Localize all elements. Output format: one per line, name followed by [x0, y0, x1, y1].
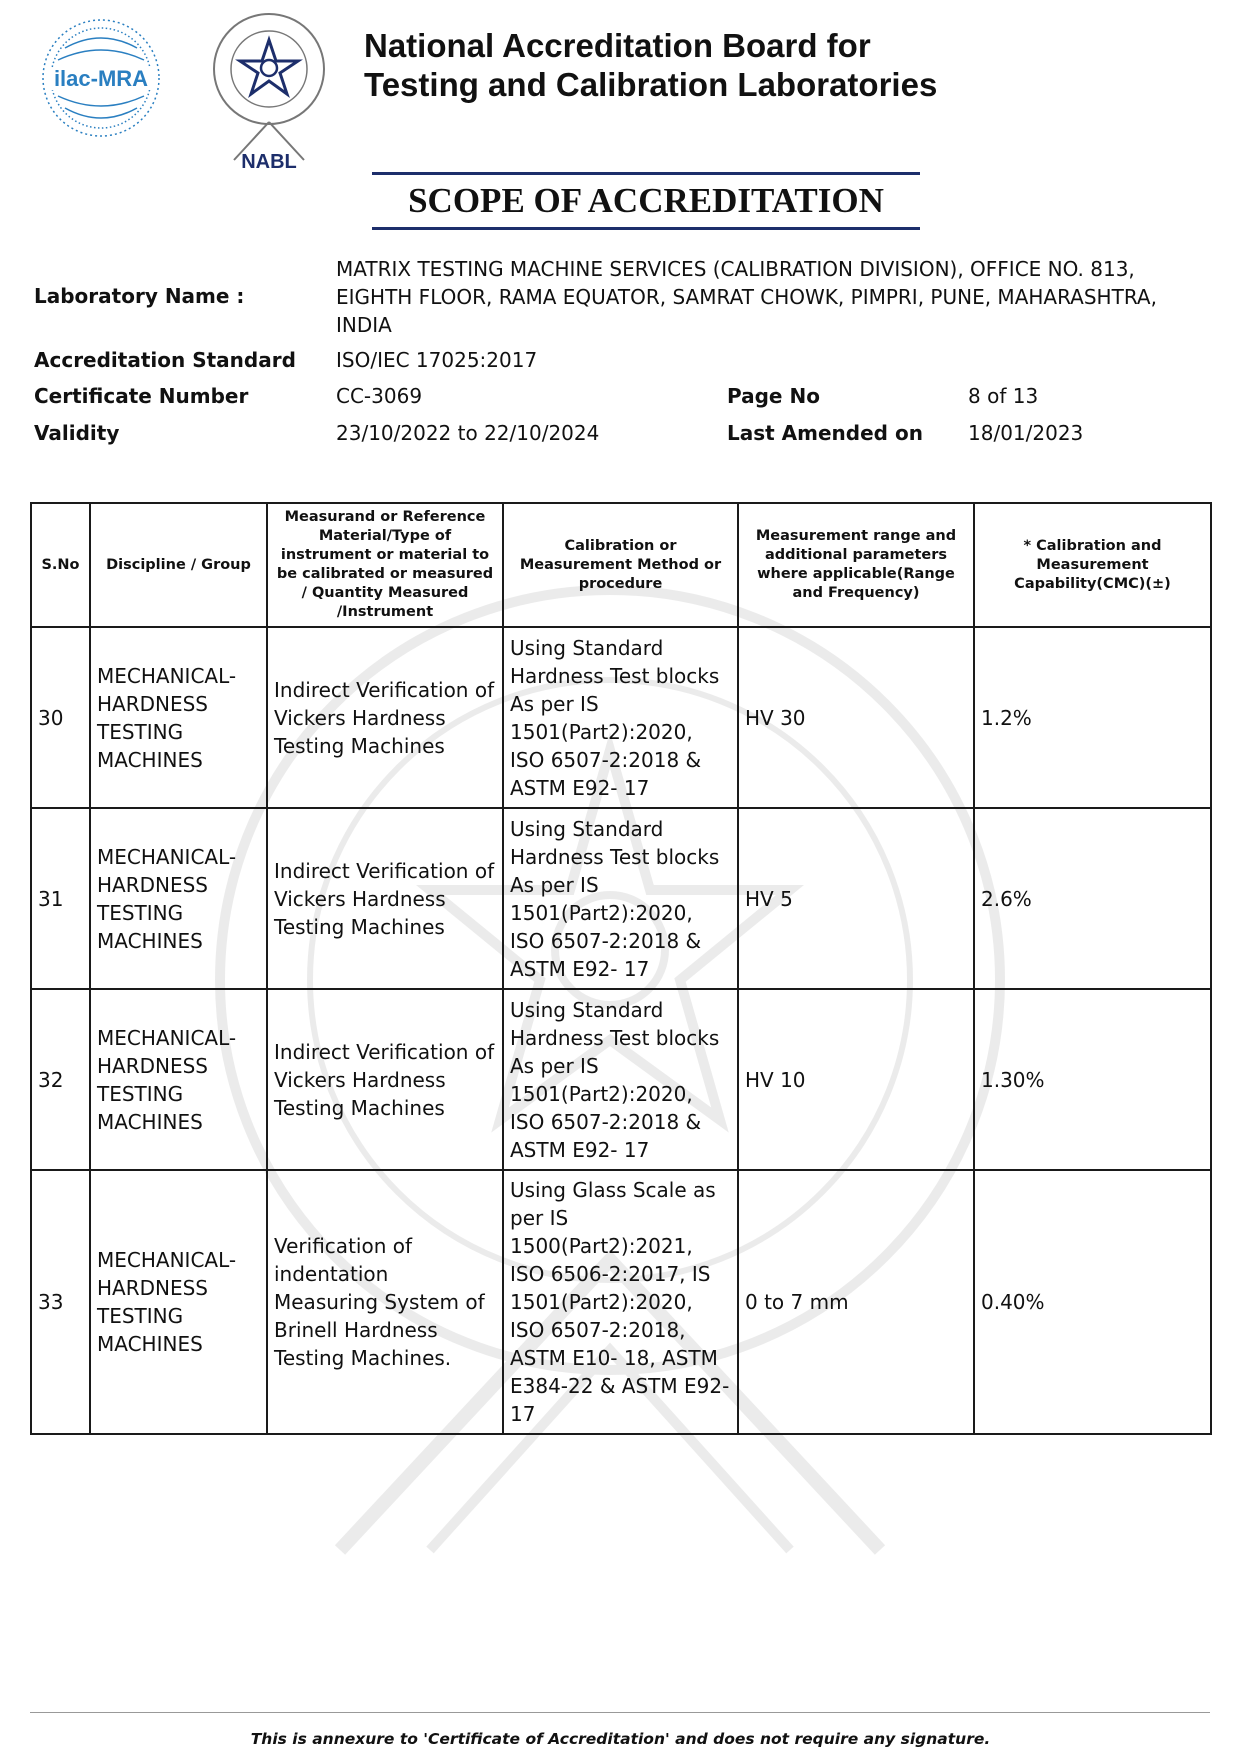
organization-name [364, 26, 937, 104]
scope-table [30, 502, 1212, 1435]
header-sno: S.No [31, 503, 90, 627]
footer-divider [30, 1712, 1210, 1713]
cell-cmc: 2.6% [974, 808, 1211, 989]
cell-measurand: Verification of indentation Measuring System of Brinell Hardness Testing Machines. [267, 1170, 503, 1434]
lab-name-value [336, 255, 1157, 339]
certificate-label: Certificate Number [34, 384, 249, 408]
cell-method: Using Glass Scale as per IS 1500(Part2):2021, ISO 6506-2:2017, IS 1501(Part2):2020, ISO 6507-2:2018, ASTM E10- 18, ASTM E384-22 & ASTM E92- 17 [503, 1170, 738, 1434]
table-header-row [31, 503, 1211, 627]
cell-method: Using Standard Hardness Test blocks As per IS 1501(Part2):2020, ISO 6507-2:2018 & ASTM E92- 17 [503, 808, 738, 989]
cell-range: HV 10 [738, 989, 974, 1170]
header-cmc: * Calibration and Measurement Capability(CMC)(±) [974, 503, 1211, 627]
header-range: Measurement range and additional parameters where applicable(Range and Frequency) [738, 503, 974, 627]
table-row [31, 989, 1211, 1170]
cell-discipline: MECHANICAL- HARDNESS TESTING MACHINES [90, 627, 267, 808]
cell-range: HV 30 [738, 627, 974, 808]
validity-label: Validity [34, 421, 120, 445]
cell-measurand: Indirect Verification of Vickers Hardness Testing Machines [267, 627, 503, 808]
table-row [31, 808, 1211, 989]
header-discipline: Discipline / Group [90, 503, 267, 627]
nabl-logo-text: NABL [241, 151, 297, 173]
cell-cmc: 1.30% [974, 989, 1211, 1170]
nabl-logo [210, 10, 328, 175]
standard-value: ISO/IEC 17025:2017 [336, 348, 538, 372]
validity-value: 23/10/2022 to 22/10/2024 [336, 421, 600, 445]
org-name-line-2: Testing and Calibration Laboratories [364, 66, 938, 103]
cell-range: 0 to 7 mm [738, 1170, 974, 1434]
lab-name-line-2: EIGHTH FLOOR, RAMA EQUATOR, SAMRAT CHOWK, PIMPRI, PUNE, MAHARASHTRA, [336, 285, 1157, 309]
org-name-line-1: National Accreditation Board for [364, 27, 871, 64]
last-amended-value: 18/01/2023 [968, 421, 1084, 445]
cell-measurand: Indirect Verification of Vickers Hardness Testing Machines [267, 808, 503, 989]
cell-discipline: MECHANICAL- HARDNESS TESTING MACHINES [90, 1170, 267, 1434]
certificate-value: CC-3069 [336, 384, 423, 408]
cell-cmc: 0.40% [974, 1170, 1211, 1434]
page-no-label: Page No [727, 384, 820, 408]
cell-method: Using Standard Hardness Test blocks As per IS 1501(Part2):2020, ISO 6507-2:2018 & ASTM E92- 17 [503, 989, 738, 1170]
header-method: Calibration or Measurement Method or procedure [503, 503, 738, 627]
ilac-logo-text: ilac-MRA [53, 66, 149, 91]
ilac-mra-logo [40, 14, 162, 152]
document-title: SCOPE OF ACCREDITATION [372, 172, 920, 230]
last-amended-label: Last Amended on [727, 421, 923, 445]
page-no-value: 8 of 13 [968, 384, 1039, 408]
standard-label: Accreditation Standard [34, 348, 296, 372]
table-row [31, 1170, 1211, 1434]
cell-discipline: MECHANICAL- HARDNESS TESTING MACHINES [90, 808, 267, 989]
cell-measurand: Indirect Verification of Vickers Hardness Testing Machines [267, 989, 503, 1170]
lab-name-line-1: MATRIX TESTING MACHINE SERVICES (CALIBRATION DIVISION), OFFICE NO. 813, [336, 257, 1135, 281]
lab-name-line-3: INDIA [336, 313, 392, 337]
lab-name-label: Laboratory Name : [34, 284, 245, 308]
cell-cmc: 1.2% [974, 627, 1211, 808]
cell-discipline: MECHANICAL- HARDNESS TESTING MACHINES [90, 989, 267, 1170]
cell-sno: 33 [31, 1170, 90, 1434]
header-measurand: Measurand or Reference Material/Type of instrument or material to be calibrated or measured / Quantity Measured /Instrument [267, 503, 503, 627]
cell-sno: 31 [31, 808, 90, 989]
cell-method: Using Standard Hardness Test blocks As per IS 1501(Part2):2020, ISO 6507-2:2018 & ASTM E92- 17 [503, 627, 738, 808]
cell-sno: 30 [31, 627, 90, 808]
cell-sno: 32 [31, 989, 90, 1170]
cell-range: HV 5 [738, 808, 974, 989]
table-row [31, 627, 1211, 808]
footer-note: This is annexure to 'Certificate of Accreditation' and does not require any signature. [250, 1730, 991, 1748]
